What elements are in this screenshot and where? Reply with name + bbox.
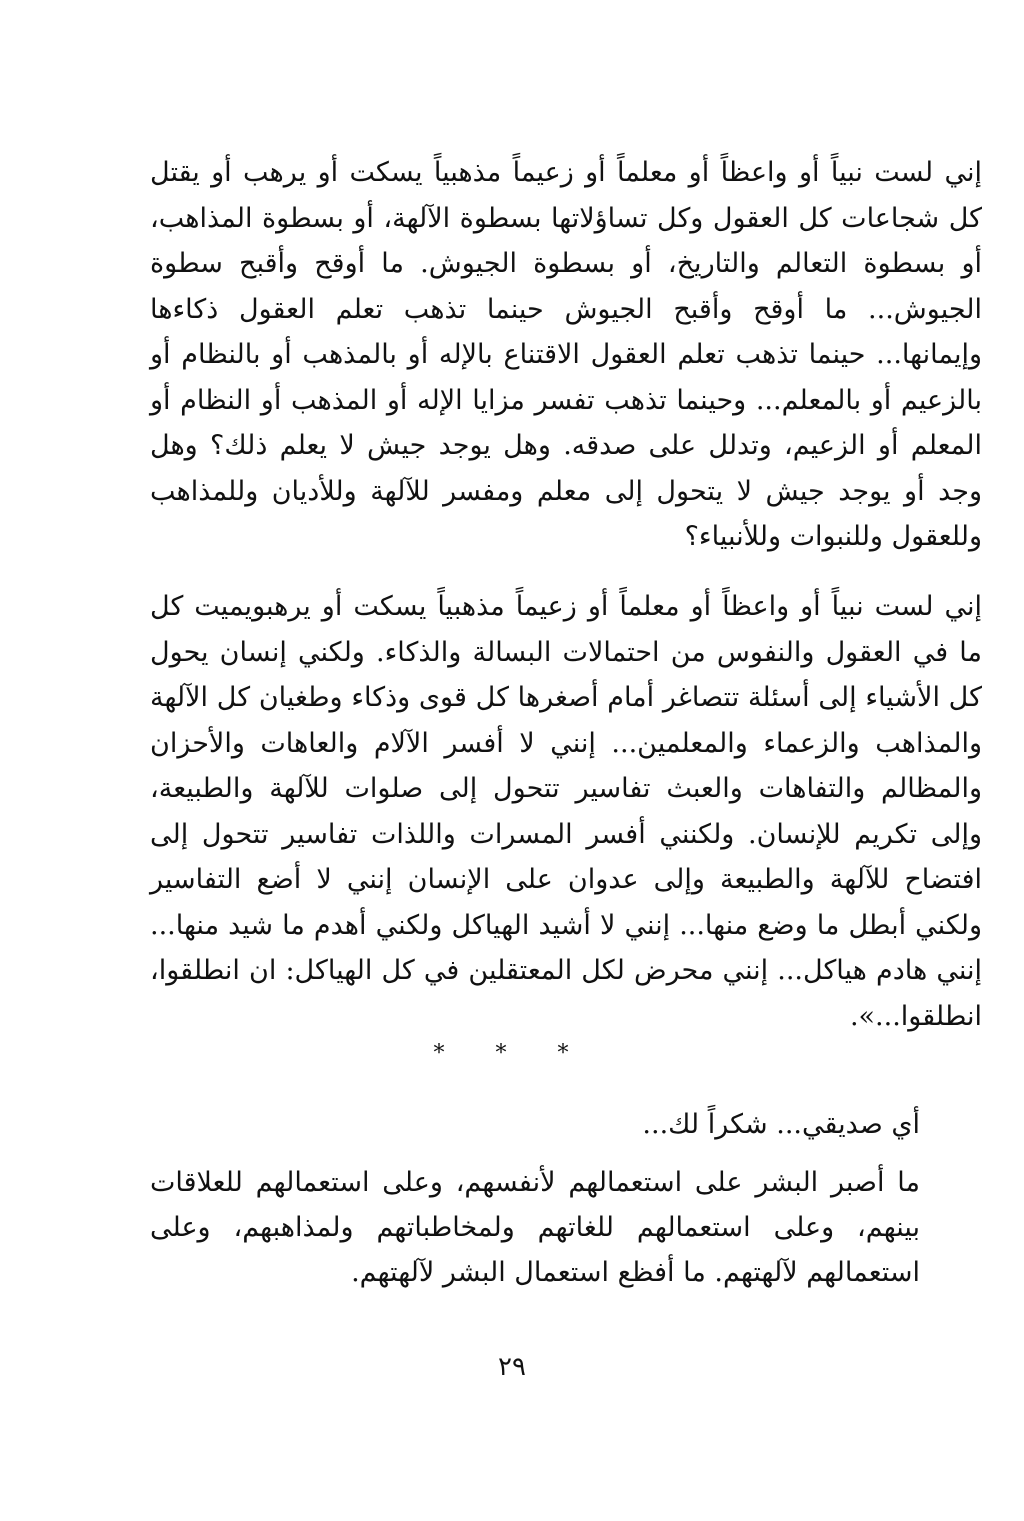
section-separator: * * * [433, 1041, 591, 1066]
friend-line: أي صديقي... شكراً لك... [642, 1109, 920, 1140]
closing-paragraph: ما أصبر البشر على استعمالهم لأنفسهم، وعلى استعمالهم للعلاقات بينهم، وعلى استعمالهم للغاتهم ولمخاطباتهم ولمذاهبهم، وعلى استعمالهم لآلهتهم. ما أفظع استعمال البشر لآلهتهم. [150, 1167, 920, 1288]
paragraph-1: إني لست نبياً أو واعظاً أو معلماً أو زعيماً مذهبياً يسكت أو يرهب أو يقتل كل شجاعات كل العقول وكل تساؤلاتها بسطوة الآلهة، أو بسطوة المذاهب، أو بسطوة التعالم والتاريخ، أو بسطوة الجيوش. ما أوقح وأقبح سطوة الجيوش... ما أوقح وأقبح الجيوش حينما تذهب تعلم العقول ذكاءها وإيمانها... حينما تذهب تعلم العقول الاقتناع بالإله أو بالمذهب أو بالنظام أو بالزعيم أو بالمعلم... وحينما تذهب تفسر مزايا الإله أو المذهب أو النظام أو المعلم أو الزعيم، وتدلل على صدقه. وهل يوجد جيش لا يعلم ذلك؟ وهل وجد أو يوجد جيش لا يتحول إلى معلم ومفسر للآلهة وللأديان وللمذاهب وللعقول وللنبوات وللأنبياء؟ [150, 157, 982, 552]
page-number: ٢٩ [498, 1352, 526, 1382]
paragraph-2: إني لست نبياً أو واعظاً أو معلماً أو زعيماً مذهبياً يسكت أو يرهبويميت كل ما في العقول والنفوس من احتمالات البسالة والذكاء. ولكني إنسان يحول كل الأشياء إلى أسئلة تتصاغر أمام أصغرها كل قوى وذكاء وطغيان كل الآلهة والمذاهب والزعماء والمعلمين... إنني لا أفسر الآلام والعاهات والأحزان والمظالم والتفاهات والعبث تفاسير تتحول إلى صلوات للآلهة والطبيعة، وإلى تكريم للإنسان. ولكنني أفسر المسرات واللذات تفاسير تتحول إلى افتضاح للآلهة والطبيعة وإلى عدوان على الإنسان إنني لا أضع التفاسير ولكني أبطل ما وضع منها... إنني لا أشيد الهياكل ولكني أهدم ما شيد منها... إنني هادم هياكل... إنني محرض لكل المعتقلين في كل الهياكل: ان انطلقوا، انطلقوا...». [150, 591, 982, 1032]
